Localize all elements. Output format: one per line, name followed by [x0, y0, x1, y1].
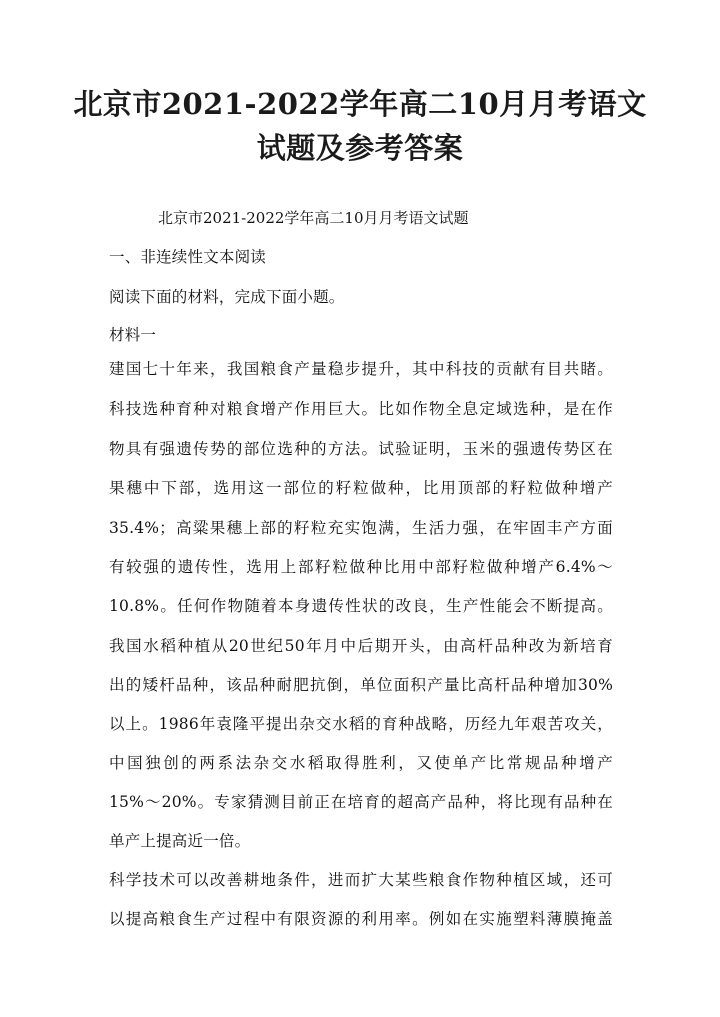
paragraph-line: 35.4%；高粱果穗上部的籽粒充实饱满，生活力强，在牢固丰产方面: [109, 519, 613, 537]
paragraph-line: 有较强的遗传性，选用上部籽粒做种比用中部籽粒做种增产6.4%～: [109, 558, 613, 576]
paragraph-line: 我国水稻种植从20世纪50年月中后期开头，由高杆品种改为新培育: [109, 637, 613, 655]
paragraph-line: 科技选种育种对粮食增产作用巨大。比如作物全息定域选种，是在作: [109, 400, 613, 418]
material-label: 材料一: [109, 326, 157, 344]
paragraph-line: 以提高粮食生产过程中有限资源的利用率。例如在实施塑料薄膜掩盖: [109, 910, 613, 928]
paragraph-line: 以上。1986年袁隆平提出杂交水稻的育种战略，历经九年艰苦攻关，: [109, 715, 613, 733]
paragraph-line: 出的矮杆品种，该品种耐肥抗倒，单位面积产量比高杆品种增加30%: [109, 676, 613, 694]
document-title-line-2: 试题及参考答案: [256, 131, 464, 165]
paragraph-line: 建国七十年来，我国粮食产量稳步提升，其中科技的贡献有目共睹。: [109, 360, 613, 378]
paragraph-line: 科学技术可以改善耕地条件，进而扩大某些粮食作物种植区域，还可: [109, 871, 613, 889]
paragraph-line: 15%～20%。专家猜测目前正在培育的超高产品种，将比现有品种在: [109, 793, 613, 811]
document-title-line-1: 北京市2021-2022学年高二10月月考语文: [73, 87, 647, 121]
paragraph-line: 果穗中下部，选用这一部位的籽粒做种，比用顶部的籽粒做种增产: [109, 479, 613, 497]
paragraph-line: 单产上提高近一倍。: [109, 832, 251, 850]
paragraph-line: 物具有强遗传势的部位选种的方法。试验证明，玉米的强遗传势区在: [109, 440, 613, 458]
document-subtitle: 北京市2021-2022学年高二10月月考语文试题: [158, 209, 469, 227]
paragraph-line: 中国独创的两系法杂交水稻取得胜利，又使单产比常规品种增产: [109, 754, 613, 772]
section-heading: 一、非连续性文本阅读: [109, 248, 267, 266]
paragraph-line: 10.8%。任何作物随着本身遗传性状的改良，生产性能会不断提高。: [109, 597, 613, 615]
instruction-text: 阅读下面的材料，完成下面小题。: [109, 288, 345, 306]
